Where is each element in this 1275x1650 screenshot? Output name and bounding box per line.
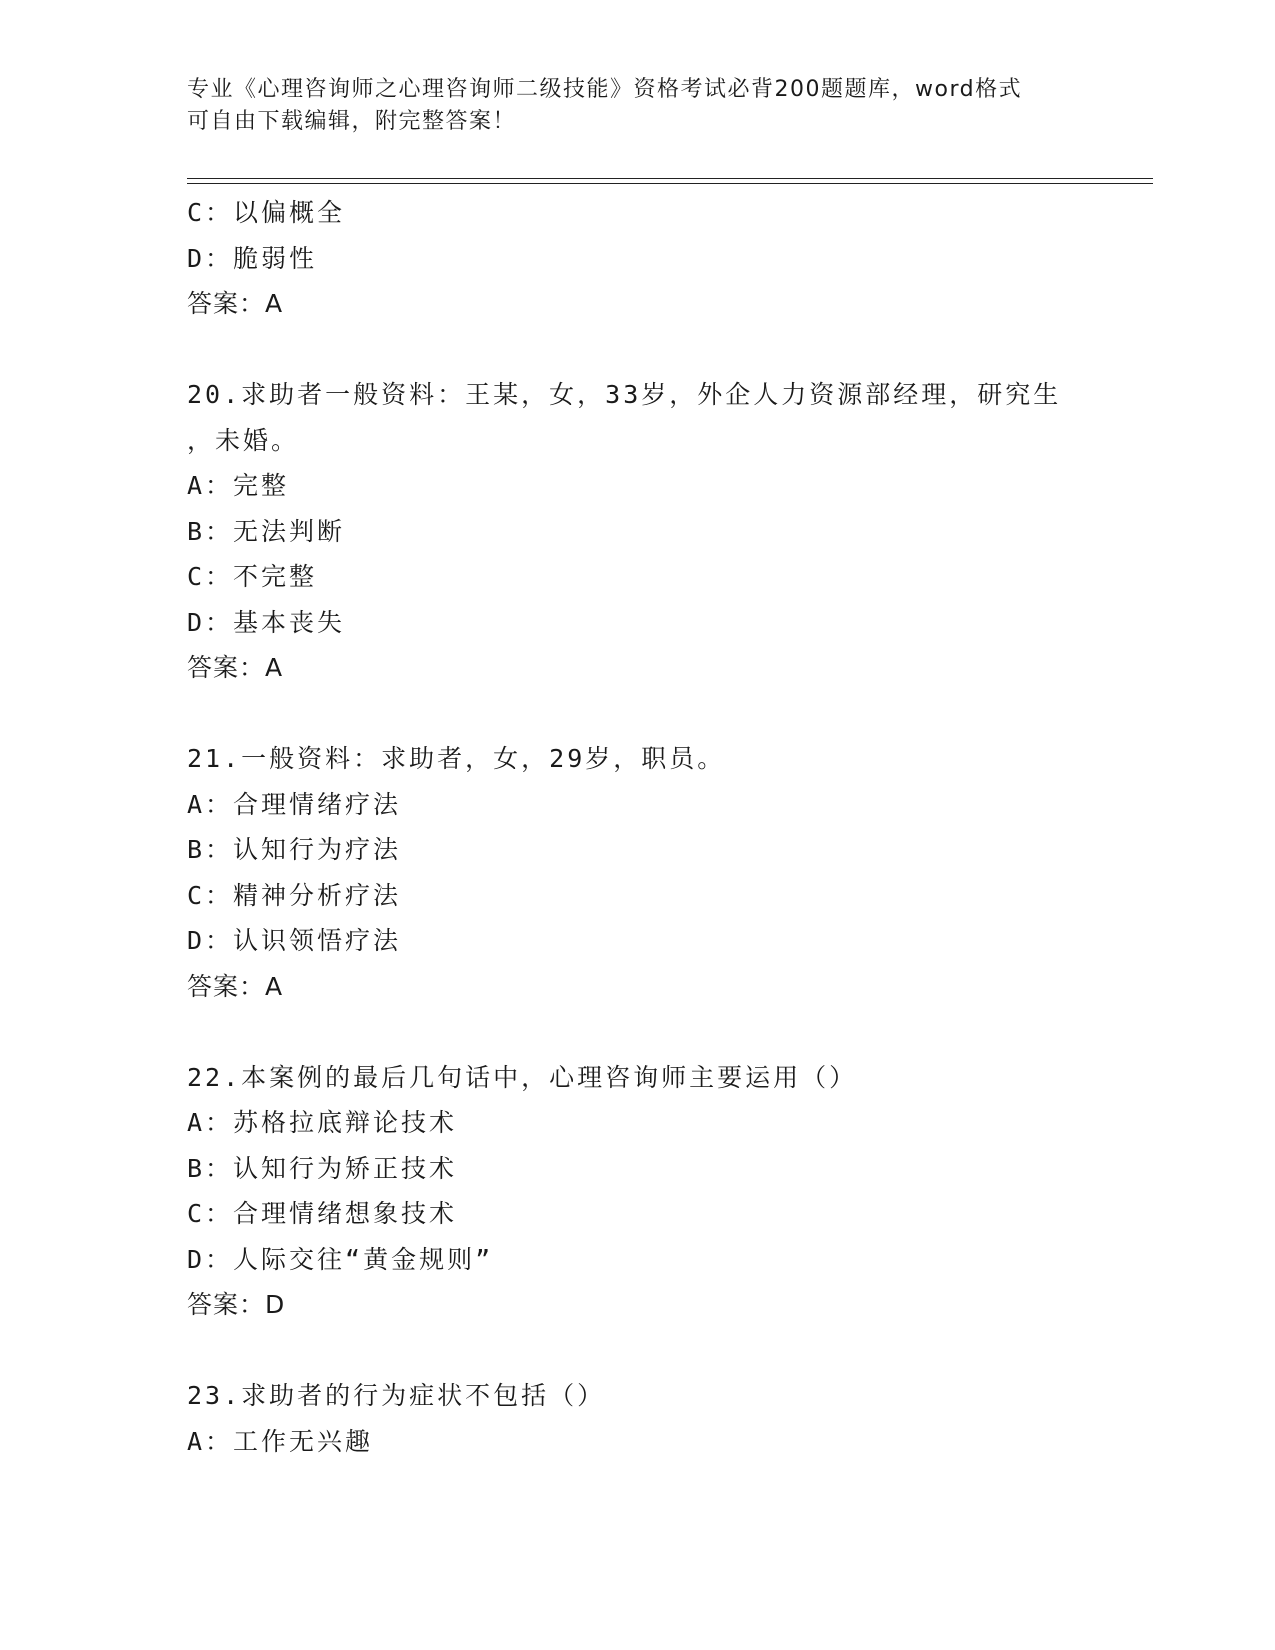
question-19-tail (187, 190, 1107, 327)
option-b: B：无法判断 (187, 516, 346, 546)
option-a: A：工作无兴趣 (187, 1426, 374, 1456)
option-d: D：脆弱性 (187, 243, 318, 273)
header-line-2: 可自由下载编辑，附完整答案！ (187, 109, 517, 134)
answer: 答案：A (187, 289, 284, 318)
option-c: C：不完整 (187, 562, 318, 591)
question-stem: 23.求助者的行为症状不包括（） (187, 1381, 606, 1410)
question-20 (187, 372, 1107, 691)
question-23 (187, 1373, 1107, 1464)
option-b: B：认知行为矫正技术 (187, 1153, 458, 1183)
option-d: D：基本丧失 (187, 607, 346, 637)
option-a: A：苏格拉底辩论技术 (187, 1108, 458, 1137)
question-22 (187, 1055, 1107, 1328)
option-c: C：以偏概全 (187, 198, 346, 227)
option-a: A：完整 (187, 471, 290, 500)
spacer (187, 691, 1107, 737)
question-stem: 22.本案例的最后几句话中，心理咨询师主要运用（） (187, 1062, 858, 1092)
answer: 答案：D (187, 1290, 286, 1319)
answer: 答案：A (187, 971, 284, 1001)
answer: 答案：A (187, 653, 284, 682)
question-stem-continued: ，未婚。 (187, 425, 300, 455)
option-d: D：人际交往“黄金规则” (187, 1244, 494, 1274)
option-c: C：精神分析疗法 (187, 880, 402, 910)
question-21 (187, 736, 1107, 1009)
option-b: B：认知行为疗法 (187, 835, 402, 864)
spacer (187, 327, 1107, 373)
question-stem: 21.一般资料：求助者，女，29岁，职员。 (187, 744, 726, 773)
document-header (187, 74, 1067, 138)
question-stem: 20.求助者一般资料：王某，女，33岁，外企人力资源部经理，研究生 (187, 380, 1062, 409)
question-list (187, 190, 1107, 1464)
spacer (187, 1328, 1107, 1374)
header-line-1: 专业《心理咨询师之心理咨询师二级技能》资格考试必背200题题库，word格式 (187, 77, 1023, 102)
header-divider-top (187, 178, 1153, 179)
option-a: A：合理情绪疗法 (187, 789, 402, 819)
option-c: C：合理情绪想象技术 (187, 1199, 458, 1228)
option-d: D：认识领悟疗法 (187, 926, 402, 955)
spacer (187, 1009, 1107, 1055)
header-divider-bottom (187, 183, 1153, 184)
